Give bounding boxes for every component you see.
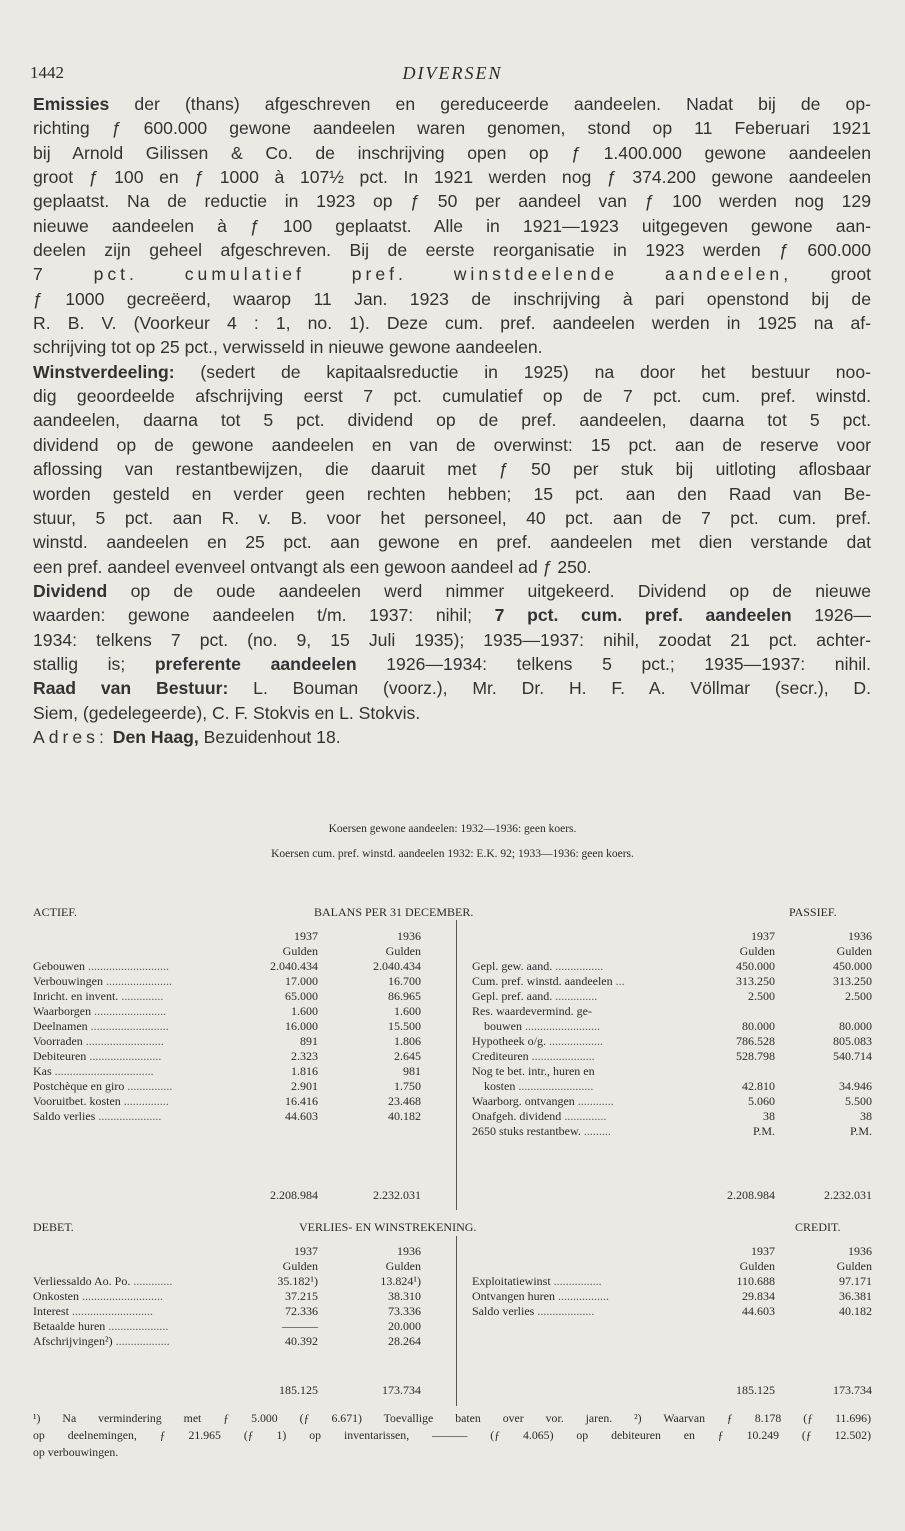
table-row [33, 1304, 453, 1319]
amount-cell: 38 [860, 1109, 872, 1123]
table-row [472, 1383, 872, 1398]
amount-cell: Gulden [385, 944, 421, 958]
table-row [33, 1064, 453, 1079]
amount-cell: 35.182¹) [277, 1274, 318, 1288]
amount-cell: 29.834 [742, 1289, 775, 1303]
table-row [33, 1049, 453, 1064]
amount-cell: 44.603 [285, 1109, 318, 1123]
amount-cell: 38 [763, 1109, 775, 1123]
row-label: Vooruitbet. kosten ............... [33, 1094, 169, 1108]
table-row [472, 1019, 872, 1034]
table-row [472, 944, 872, 959]
amount-cell: 86.965 [388, 989, 421, 1003]
amount-cell: 28.264 [388, 1334, 421, 1348]
body-line: 1934: telkens 7 pct. (no. 9, 15 Juli 1935); 1935—1937: nihil, zoodat 21 pct. achter- [33, 629, 871, 650]
body-line: dig geoordeelde afschrijving eerst 7 pct. cumulatief op de 7 pct. cum. pref. winstd. [33, 386, 871, 407]
row-label: Crediteuren ..................... [472, 1049, 595, 1063]
row-label: Afschrijvingen²) .................. [33, 1334, 170, 1348]
body-line: groot ƒ 100 en ƒ 1000 à 107½ pct. In 1921 werden nog ƒ 374.200 gewone aandeelen [33, 167, 871, 188]
amount-cell: 110.688 [736, 1274, 775, 1288]
table-row [33, 1274, 453, 1289]
body-line: schrijving tot op 25 pct., verwisseld in nieuwe gewone aandeelen. [33, 337, 543, 358]
row-label: Inricht. en invent. .............. [33, 989, 164, 1003]
row-label: Gepl. gew. aand. ................ [472, 959, 604, 973]
table-row [33, 1019, 453, 1034]
amount-cell: Gulden [836, 1259, 872, 1273]
body-line: een pref. aandeel evenveel ontvangt als een gewoon aandeel ad ƒ 250. [33, 556, 592, 577]
footnote-line: op deelnemingen, ƒ 21.965 (ƒ 1) op inventarissen, ——— (ƒ 4.065) op debiteuren en ƒ 10.249 (ƒ 12.502) [33, 1428, 871, 1442]
amount-cell: Gulden [282, 1259, 318, 1273]
body-line: Dividend op de oude aandeelen werd nimmer uitgekeerd. Dividend op de nieuwe [33, 580, 871, 601]
amount-cell: 173.734 [382, 1383, 421, 1397]
amount-cell: Gulden [385, 1259, 421, 1273]
amount-cell: 40.182 [839, 1304, 872, 1318]
amount-cell: Gulden [282, 944, 318, 958]
row-label: Kas ................................. [33, 1064, 154, 1078]
amount-cell: 2.232.031 [373, 1188, 421, 1202]
row-label: Hypotheek o/g. .................. [472, 1034, 603, 1048]
table-row [33, 1289, 453, 1304]
table-row [33, 1109, 453, 1124]
amount-cell: 2.040.434 [270, 959, 318, 973]
table-row [472, 1094, 872, 1109]
totals-row [472, 1383, 872, 1398]
amount-cell: 38.310 [388, 1289, 421, 1303]
row-label: Interest ........................... [33, 1304, 153, 1318]
amount-cell: 13.824¹) [380, 1274, 421, 1288]
page-number: 1442 [30, 63, 64, 82]
table-row [472, 1004, 872, 1019]
koersen-line-2: Koersen cum. pref. winstd. aandeelen 1932: E.K. 92; 1933—1936: geen koers. [271, 848, 634, 860]
amount-cell: 42.810 [742, 1079, 775, 1093]
row-label: Deelnamen .......................... [33, 1019, 169, 1033]
body-line: ƒ 1000 gecreëerd, waarop 11 Jan. 1923 de inschrijving à pari openstond bij de [33, 288, 871, 309]
amount-cell: 528.798 [736, 1049, 775, 1063]
amount-cell: 540.714 [833, 1049, 872, 1063]
koersen-line-1: Koersen gewone aandeelen: 1932—1936: geen koers. [328, 823, 577, 835]
amount-cell: 72.336 [285, 1304, 318, 1318]
amount-cell: Gulden [739, 944, 775, 958]
row-label: Gebouwen ........................... [33, 959, 169, 973]
totals-row [33, 1188, 453, 1203]
balans-left-heading: ACTIEF. [33, 905, 78, 919]
amount-cell: 2.901 [291, 1079, 318, 1093]
amount-cell: 1.806 [394, 1034, 421, 1048]
balans-divider [456, 920, 457, 1210]
table-row [472, 989, 872, 1004]
amount-cell: P.M. [752, 1124, 775, 1138]
row-label: Saldo verlies ..................... [33, 1109, 162, 1123]
table-row [472, 1109, 872, 1124]
table-row [33, 929, 453, 944]
running-title: DIVERSEN [402, 63, 503, 83]
row-label: Verliessaldo Ao. Po. ............. [33, 1274, 173, 1288]
verlies-debet-table [33, 1244, 453, 1397]
body-line: deelen zijn geheel afgeschreven. Bij de eerste reorganisatie in 1923 werden ƒ 600.000 [33, 240, 871, 261]
amount-cell: 73.336 [388, 1304, 421, 1318]
amount-cell: 185.125 [279, 1383, 318, 1397]
amount-cell: 786.528 [736, 1034, 775, 1048]
body-line: richting ƒ 600.000 gewone aandeelen waren genomen, stond op 11 Feberuari 1921 [33, 118, 871, 139]
amount-cell: 1937 [294, 929, 318, 943]
body-line: geplaatst. Na de reductie in 1923 op ƒ 50 per aandeel van ƒ 100 werden nog 129 [33, 191, 871, 212]
table-row [33, 989, 453, 1004]
table-row [472, 1244, 872, 1259]
table-row [33, 1079, 453, 1094]
table-row [33, 1034, 453, 1049]
amount-cell: 20.000 [388, 1319, 421, 1333]
row-label: Saldo verlies ................... [472, 1304, 595, 1318]
table-row [472, 1049, 872, 1064]
amount-cell: 2.208.984 [727, 1188, 775, 1202]
amount-cell: Gulden [739, 1259, 775, 1273]
company-description [33, 92, 871, 749]
table-row [33, 1319, 453, 1334]
amount-cell: 1936 [848, 929, 872, 943]
balans-passief-table [472, 929, 872, 1202]
balans-title: BALANS PER 31 DECEMBER. [314, 905, 474, 919]
amount-cell: 5.500 [845, 1094, 872, 1108]
amount-cell: 2.208.984 [270, 1188, 318, 1202]
row-label: Onkosten ........................... [33, 1289, 163, 1303]
verlies-left-heading: DEBET. [33, 1220, 74, 1234]
body-line: worden gesteld en verder geen rechten hebben; 15 pct. aan den Raad van Be- [33, 483, 871, 504]
table-row [33, 974, 453, 989]
amount-cell: 1936 [397, 1244, 421, 1258]
row-label: Postchèque en giro ............... [33, 1079, 173, 1093]
amount-cell: 1.600 [394, 1004, 421, 1018]
amount-cell: 16.416 [285, 1094, 318, 1108]
amount-cell: 1936 [397, 929, 421, 943]
amount-cell: 313.250 [736, 974, 775, 988]
body-line: R. B. V. (Voorkeur 4 : 1, no. 1). Deze cum. pref. aandeelen werden in 1925 na af- [33, 313, 871, 334]
row-label: Ontvangen huren ................. [472, 1289, 609, 1303]
body-line: bij Arnold Gilissen & Co. de inschrijving open op ƒ 1.400.000 gewone aandeelen [33, 142, 871, 163]
row-label: Waarborgen ........................ [33, 1004, 167, 1018]
amount-cell: 1.816 [291, 1064, 318, 1078]
row-label: kosten ......................... [472, 1079, 594, 1093]
row-label: Onafgeh. dividend .............. [472, 1109, 607, 1123]
amount-cell: 450.000 [736, 959, 775, 973]
balans-actief-table [33, 929, 453, 1202]
body-line: aflossing van restantbewijzen, die daaruit met ƒ 50 per stuk bij uitloting aflosbaar [33, 459, 871, 480]
amount-cell: 1937 [751, 929, 775, 943]
totals-row [472, 1188, 872, 1203]
amount-cell: 17.000 [285, 974, 318, 988]
table-row [472, 1064, 872, 1079]
amount-cell: 80.000 [839, 1019, 872, 1033]
body-line: Winstverdeeling: (sedert de kapitaalsreductie in 1925) na door het bestuur noo- [33, 361, 871, 382]
table-row [472, 974, 872, 989]
body-line: stuur, 5 pct. aan R. v. B. voor het personeel, 40 pct. aan de 7 pct. cum. pref. [33, 507, 871, 528]
amount-cell: 23.468 [388, 1094, 421, 1108]
footnote-line: ¹) Na vermindering met ƒ 5.000 (ƒ 6.671) Toevallige baten over vor. jaren. ²) Waarvan ƒ 8.178 (ƒ 11.696) [33, 1411, 871, 1425]
body-line: Emissies der (thans) afgeschreven en gereduceerde aandeelen. Nadat bij de op- [33, 94, 871, 114]
body-line: Siem, (gedelegeerde), C. F. Stokvis en L. Stokvis. [33, 702, 421, 723]
footnote-line: op verbouwingen. [33, 1445, 119, 1459]
row-label: Waarborg. ontvangen ............ [472, 1094, 614, 1108]
table-row [472, 1188, 872, 1203]
amount-cell: 65.000 [285, 989, 318, 1003]
amount-cell: 40.182 [388, 1109, 421, 1123]
verlies-divider [456, 1236, 457, 1406]
row-label: Debiteuren ........................ [33, 1049, 162, 1063]
verlies-right-heading: CREDIT. [795, 1220, 841, 1234]
table-row [33, 959, 453, 974]
body-line: nieuwe aandeelen à ƒ 100 geplaatst. Alle in 1921—1923 uitgegeven gewone aan- [33, 215, 871, 236]
row-label: Betaalde huren .................... [33, 1319, 169, 1333]
table-row [472, 1124, 872, 1139]
body-line: aandeelen, daarna tot 5 pct. dividend op de pref. aandeelen, daarna tot 5 pct. [33, 410, 871, 431]
table-row [472, 1304, 872, 1319]
amount-cell: 97.171 [839, 1274, 872, 1288]
row-label: Exploitatiewinst ................ [472, 1274, 602, 1288]
row-label: Verbouwingen ...................... [33, 974, 172, 988]
amount-cell: 891 [300, 1034, 318, 1048]
table-row [472, 959, 872, 974]
row-label: bouwen ......................... [472, 1019, 600, 1033]
body-line: winstd. aandeelen en 25 pct. aan gewone en pref. aandeelen met dien verstande dat [33, 532, 871, 553]
verlies-title: VERLIES- EN WINSTREKENING. [299, 1220, 477, 1234]
body-line: 7 pct. cumulatief pref. winstdeelende aandeelen, groot [33, 264, 871, 285]
body-line: Adres: Den Haag, Bezuidenhout 18. [33, 726, 341, 747]
amount-cell: 173.734 [833, 1383, 872, 1397]
row-label: Gepl. pref. aand. .............. [472, 989, 598, 1003]
table-row [33, 1259, 453, 1274]
amount-cell: 1.750 [394, 1079, 421, 1093]
amount-cell: 450.000 [833, 959, 872, 973]
body-line: Raad van Bestuur: L. Bouman (voorz.), Mr. Dr. H. F. A. Völlmar (secr.), D. [33, 678, 871, 699]
amount-cell: 1936 [848, 1244, 872, 1258]
amount-cell: 805.083 [833, 1034, 872, 1048]
amount-cell: P.M. [849, 1124, 872, 1138]
amount-cell: 44.603 [742, 1304, 775, 1318]
amount-cell: 37.215 [285, 1289, 318, 1303]
amount-cell: 1937 [294, 1244, 318, 1258]
amount-cell: 313.250 [833, 974, 872, 988]
table-row [472, 1034, 872, 1049]
amount-cell: 2.645 [394, 1049, 421, 1063]
amount-cell: 2.040.434 [373, 959, 421, 973]
body-line: stallig is; preferente aandeelen 1926—1934: telkens 5 pct.; 1935—1937: nihil. [33, 653, 871, 674]
amount-cell: 185.125 [736, 1383, 775, 1397]
amount-cell: 2.500 [845, 989, 872, 1003]
body-line: dividend op de gewone aandeelen en van de overwinst: 15 pct. aan de reserve voor [33, 434, 871, 455]
amount-cell: 2.232.031 [824, 1188, 872, 1202]
table-row [33, 944, 453, 959]
amount-cell: Gulden [836, 944, 872, 958]
table-row [472, 1289, 872, 1304]
row-label: Nog te bet. intr., huren en [472, 1064, 595, 1078]
row-label: Res. waardevermind. ge- [472, 1004, 592, 1018]
table-row [33, 1188, 453, 1203]
balans-right-heading: PASSIEF. [789, 905, 837, 919]
table-row [33, 1244, 453, 1259]
amount-cell: 2.500 [748, 989, 775, 1003]
amount-cell: 16.700 [388, 974, 421, 988]
amount-cell: 1.600 [291, 1004, 318, 1018]
amount-cell: 981 [403, 1064, 421, 1078]
row-label: 2650 stuks restantbew. ......... [472, 1124, 611, 1138]
amount-cell: 1937 [751, 1244, 775, 1258]
amount-cell: 36.381 [839, 1289, 872, 1303]
table-row [472, 929, 872, 944]
amount-cell: 15.500 [388, 1019, 421, 1033]
table-row [33, 1383, 453, 1398]
amount-cell: ——— [282, 1319, 318, 1333]
body-line: waarden: gewone aandeelen t/m. 1937: nihil; 7 pct. cum. pref. aandeelen 1926— [33, 605, 871, 626]
table-row [33, 1334, 453, 1349]
table-row [472, 1259, 872, 1274]
table-row [472, 1274, 872, 1289]
row-label: Voorraden .......................... [33, 1034, 164, 1048]
amount-cell: 2.323 [291, 1049, 318, 1063]
amount-cell: 80.000 [742, 1019, 775, 1033]
amount-cell: 40.392 [285, 1334, 318, 1348]
table-row [472, 1079, 872, 1094]
table-row [33, 1004, 453, 1019]
table-row [33, 1094, 453, 1109]
amount-cell: 34.946 [839, 1079, 872, 1093]
totals-row [33, 1383, 453, 1398]
footnotes [33, 1410, 871, 1461]
row-label: Cum. pref. winstd. aandeelen ... [472, 974, 625, 988]
verlies-credit-table [472, 1244, 872, 1397]
amount-cell: 16.000 [285, 1019, 318, 1033]
amount-cell: 5.060 [748, 1094, 775, 1108]
